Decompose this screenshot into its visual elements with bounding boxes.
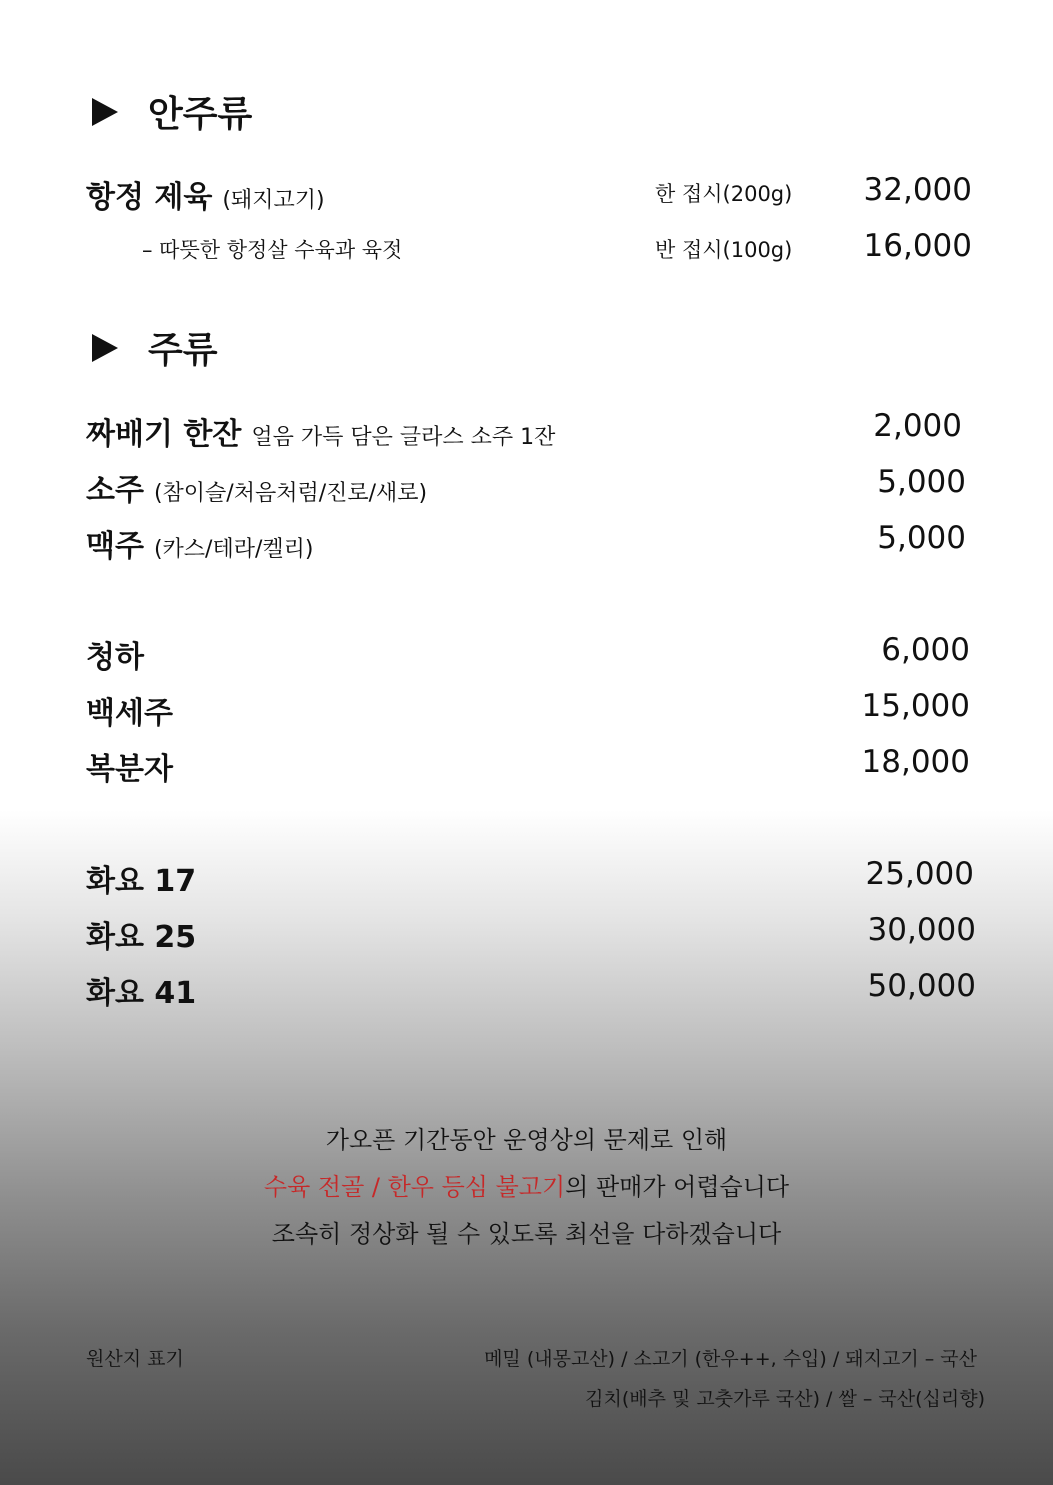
drink-price: 2,000 bbox=[873, 408, 962, 444]
anju-item-name-row bbox=[86, 172, 325, 216]
anju-item-description: – 따뜻한 항정살 수육과 육젓 bbox=[142, 238, 403, 262]
notice-line-1: 가오픈 기간동안 운영상의 문제로 인해 bbox=[325, 1126, 728, 1154]
drink-row bbox=[86, 521, 313, 565]
anju-size-price: 32,000 bbox=[863, 172, 972, 208]
drink-price: 30,000 bbox=[867, 912, 976, 948]
drink-name: 화요 17 bbox=[86, 864, 197, 899]
notice-line-3: 조속히 정상화 될 수 있도록 최선을 다하겠습니다 bbox=[271, 1220, 782, 1248]
drink-name: 복분자 bbox=[86, 752, 173, 787]
anju-item-name: 항정 제육 bbox=[86, 180, 213, 215]
anju-size-label: 한 접시(200g) bbox=[655, 182, 793, 206]
drink-price: 25,000 bbox=[865, 856, 974, 892]
anju-item-note: (돼지고기) bbox=[222, 188, 325, 213]
drink-note: (카스/테라/켈리) bbox=[153, 537, 314, 562]
notice-line-2 bbox=[0, 1167, 1053, 1202]
drink-price: 5,000 bbox=[877, 520, 966, 556]
drink-price: 5,000 bbox=[877, 464, 966, 500]
drink-price: 6,000 bbox=[881, 632, 970, 668]
section-anju-heading bbox=[92, 86, 252, 137]
drink-name: 맥주 bbox=[86, 529, 144, 564]
triangle-bullet-icon bbox=[92, 98, 118, 126]
origin-label: 원산지 표기 bbox=[86, 1348, 184, 1370]
drink-name: 백세주 bbox=[86, 696, 173, 731]
drink-row bbox=[86, 409, 555, 453]
origin-line-1: 메밀 (내몽고산) / 소고기 (한우++, 수입) / 돼지고기 – 국산 bbox=[484, 1348, 977, 1370]
drink-name: 청하 bbox=[86, 640, 144, 675]
notice-unavailable-items: 수육 전골 / 한우 등심 불고기 bbox=[263, 1173, 566, 1201]
drink-name: 화요 41 bbox=[86, 976, 197, 1011]
drink-price: 18,000 bbox=[861, 744, 970, 780]
notice-line-2-rest: 의 판매가 어렵습니다 bbox=[565, 1173, 790, 1201]
drink-row bbox=[86, 465, 427, 509]
drink-price: 15,000 bbox=[861, 688, 970, 724]
drink-note: 얼음 가득 담은 글라스 소주 1잔 bbox=[251, 425, 556, 450]
triangle-bullet-icon bbox=[92, 334, 118, 362]
section-alcohol-heading bbox=[92, 322, 218, 373]
drink-note: (참이슬/처음처럼/진로/새로) bbox=[153, 481, 428, 506]
drink-name: 소주 bbox=[86, 473, 144, 508]
anju-size-label: 반 접시(100g) bbox=[655, 238, 793, 262]
drink-name: 짜배기 한잔 bbox=[86, 417, 242, 452]
origin-line-2: 김치(배추 및 고춧가루 국산) / 쌀 – 국산(십리향) bbox=[585, 1388, 985, 1410]
drink-price: 50,000 bbox=[867, 968, 976, 1004]
anju-size-price: 16,000 bbox=[863, 228, 972, 264]
drink-name: 화요 25 bbox=[86, 920, 197, 955]
section-anju-title: 안주류 bbox=[148, 94, 253, 135]
section-alcohol-title: 주류 bbox=[148, 330, 218, 371]
